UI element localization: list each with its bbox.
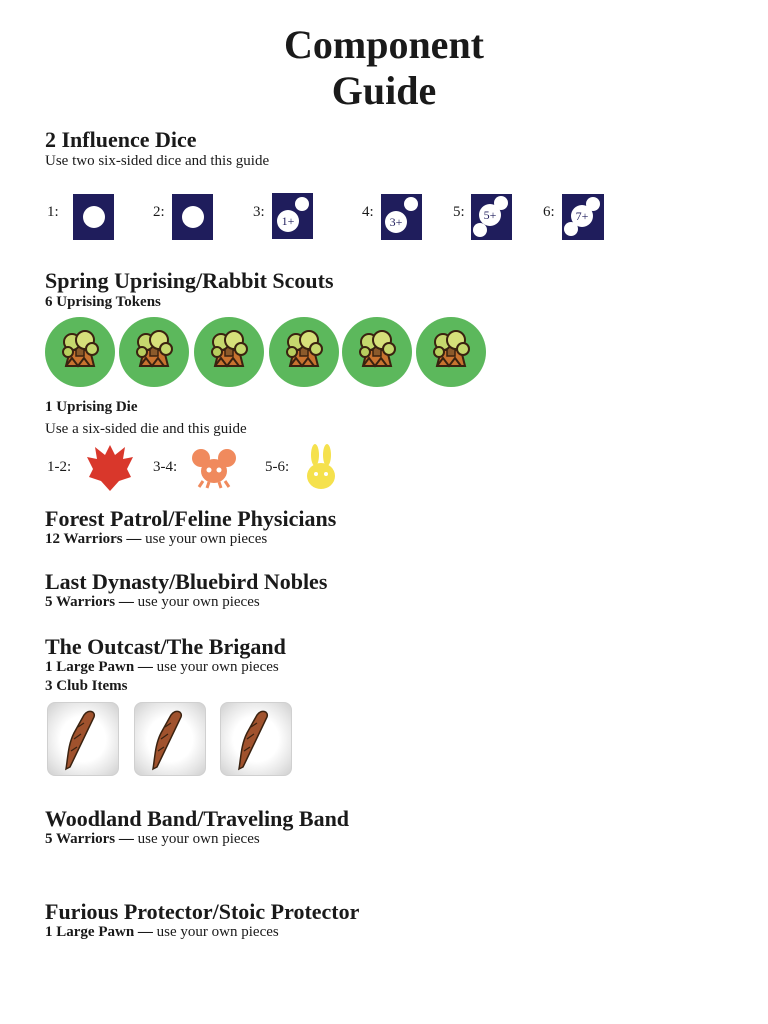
uprising-token — [194, 317, 264, 387]
component-count: 12 Warriors — — [45, 531, 142, 547]
uprising-die-face-label: 1-2: — [47, 459, 72, 475]
tree-icon — [434, 331, 469, 366]
die-face-label: 3: — [253, 204, 265, 220]
die-mark: 7+ — [571, 205, 593, 227]
die-pip — [473, 223, 487, 237]
influence-dice-description: Use two six-sided dice and this guide — [45, 153, 270, 169]
outcast-components — [45, 658, 279, 676]
component-count: 5 Warriors — — [45, 831, 134, 847]
uprising-token — [416, 317, 486, 387]
uprising-die-face-label: 5-6: — [265, 459, 290, 475]
influence-dice-heading: 2 Influence Dice — [45, 127, 197, 152]
tree-icon — [360, 331, 395, 366]
influence-die-face-5 — [471, 194, 512, 240]
tree-icon — [212, 331, 247, 366]
die-face-label: 4: — [362, 204, 374, 220]
die-face-label: 1: — [47, 204, 59, 220]
influence-die-face-1 — [73, 194, 114, 240]
mouse-icon — [191, 447, 237, 489]
tree-icon — [63, 331, 98, 366]
influence-die-face-6 — [562, 194, 604, 240]
component-note: use your own pieces — [141, 531, 268, 547]
tree-icon — [137, 331, 172, 366]
title-line-1: Component — [283, 22, 485, 67]
fox-icon — [85, 443, 135, 493]
uprising-tokens-svg — [45, 316, 490, 388]
last-dynasty-heading: Last Dynasty/Bluebird Nobles — [45, 569, 328, 594]
spring-uprising-heading: Spring Uprising/Rabbit Scouts — [45, 268, 334, 293]
die-pip — [295, 197, 309, 211]
outcast-heading: The Outcast/The Brigand — [45, 634, 286, 659]
die-mark: 3+ — [385, 211, 407, 233]
influence-die-face-3 — [272, 193, 313, 239]
tree-icon — [287, 331, 322, 366]
club-icon — [221, 703, 291, 775]
last-dynasty-components — [45, 593, 260, 611]
club-item — [47, 702, 119, 776]
die-mark: 5+ — [479, 204, 501, 226]
component-note: use your own pieces — [133, 831, 260, 847]
component-note: use your own pieces — [152, 659, 279, 675]
uprising-token — [269, 317, 339, 387]
forest-patrol-heading: Forest Patrol/Feline Physicians — [45, 506, 337, 531]
die-pip — [404, 197, 418, 211]
club-items-label: 3 Club Items — [45, 678, 128, 694]
component-note: use your own pieces — [133, 594, 260, 610]
component-count: 5 Warriors — — [45, 594, 134, 610]
uprising-die-face-label: 3-4: — [153, 459, 178, 475]
component-count: 1 Large Pawn — — [45, 659, 153, 675]
die-face-label: 5: — [453, 204, 465, 220]
die-mark: 1+ — [277, 210, 299, 232]
woodland-band-components — [45, 830, 260, 848]
club-item — [220, 702, 292, 776]
influence-die-face-2 — [172, 194, 213, 240]
component-note: use your own pieces — [152, 924, 279, 940]
furious-protector-heading: Furious Protector/Stoic Protector — [45, 899, 360, 924]
uprising-token-row — [45, 316, 490, 388]
furious-protector-components — [45, 923, 279, 941]
die-pip — [182, 206, 204, 228]
die-pip — [83, 206, 105, 228]
component-count: 1 Large Pawn — — [45, 924, 153, 940]
influence-die-face-4 — [381, 194, 422, 240]
page-title — [0, 22, 768, 114]
title-line-2: Guide — [331, 68, 437, 113]
die-pip — [586, 197, 600, 211]
uprising-token — [119, 317, 189, 387]
die-pip — [494, 196, 508, 210]
woodland-band-heading: Woodland Band/Traveling Band — [45, 806, 350, 831]
die-face-label: 2: — [153, 204, 165, 220]
uprising-token — [45, 317, 115, 387]
club-item — [134, 702, 206, 776]
uprising-die-label: 1 Uprising Die — [45, 399, 138, 415]
rabbit-icon — [304, 443, 338, 491]
die-face-label: 6: — [543, 204, 555, 220]
club-icon — [48, 703, 118, 775]
die-pip — [564, 222, 578, 236]
uprising-tokens-label: 6 Uprising Tokens — [45, 294, 161, 310]
club-icon — [135, 703, 205, 775]
uprising-die-description: Use a six-sided die and this guide — [45, 421, 247, 437]
uprising-token — [342, 317, 412, 387]
forest-patrol-components — [45, 530, 267, 548]
